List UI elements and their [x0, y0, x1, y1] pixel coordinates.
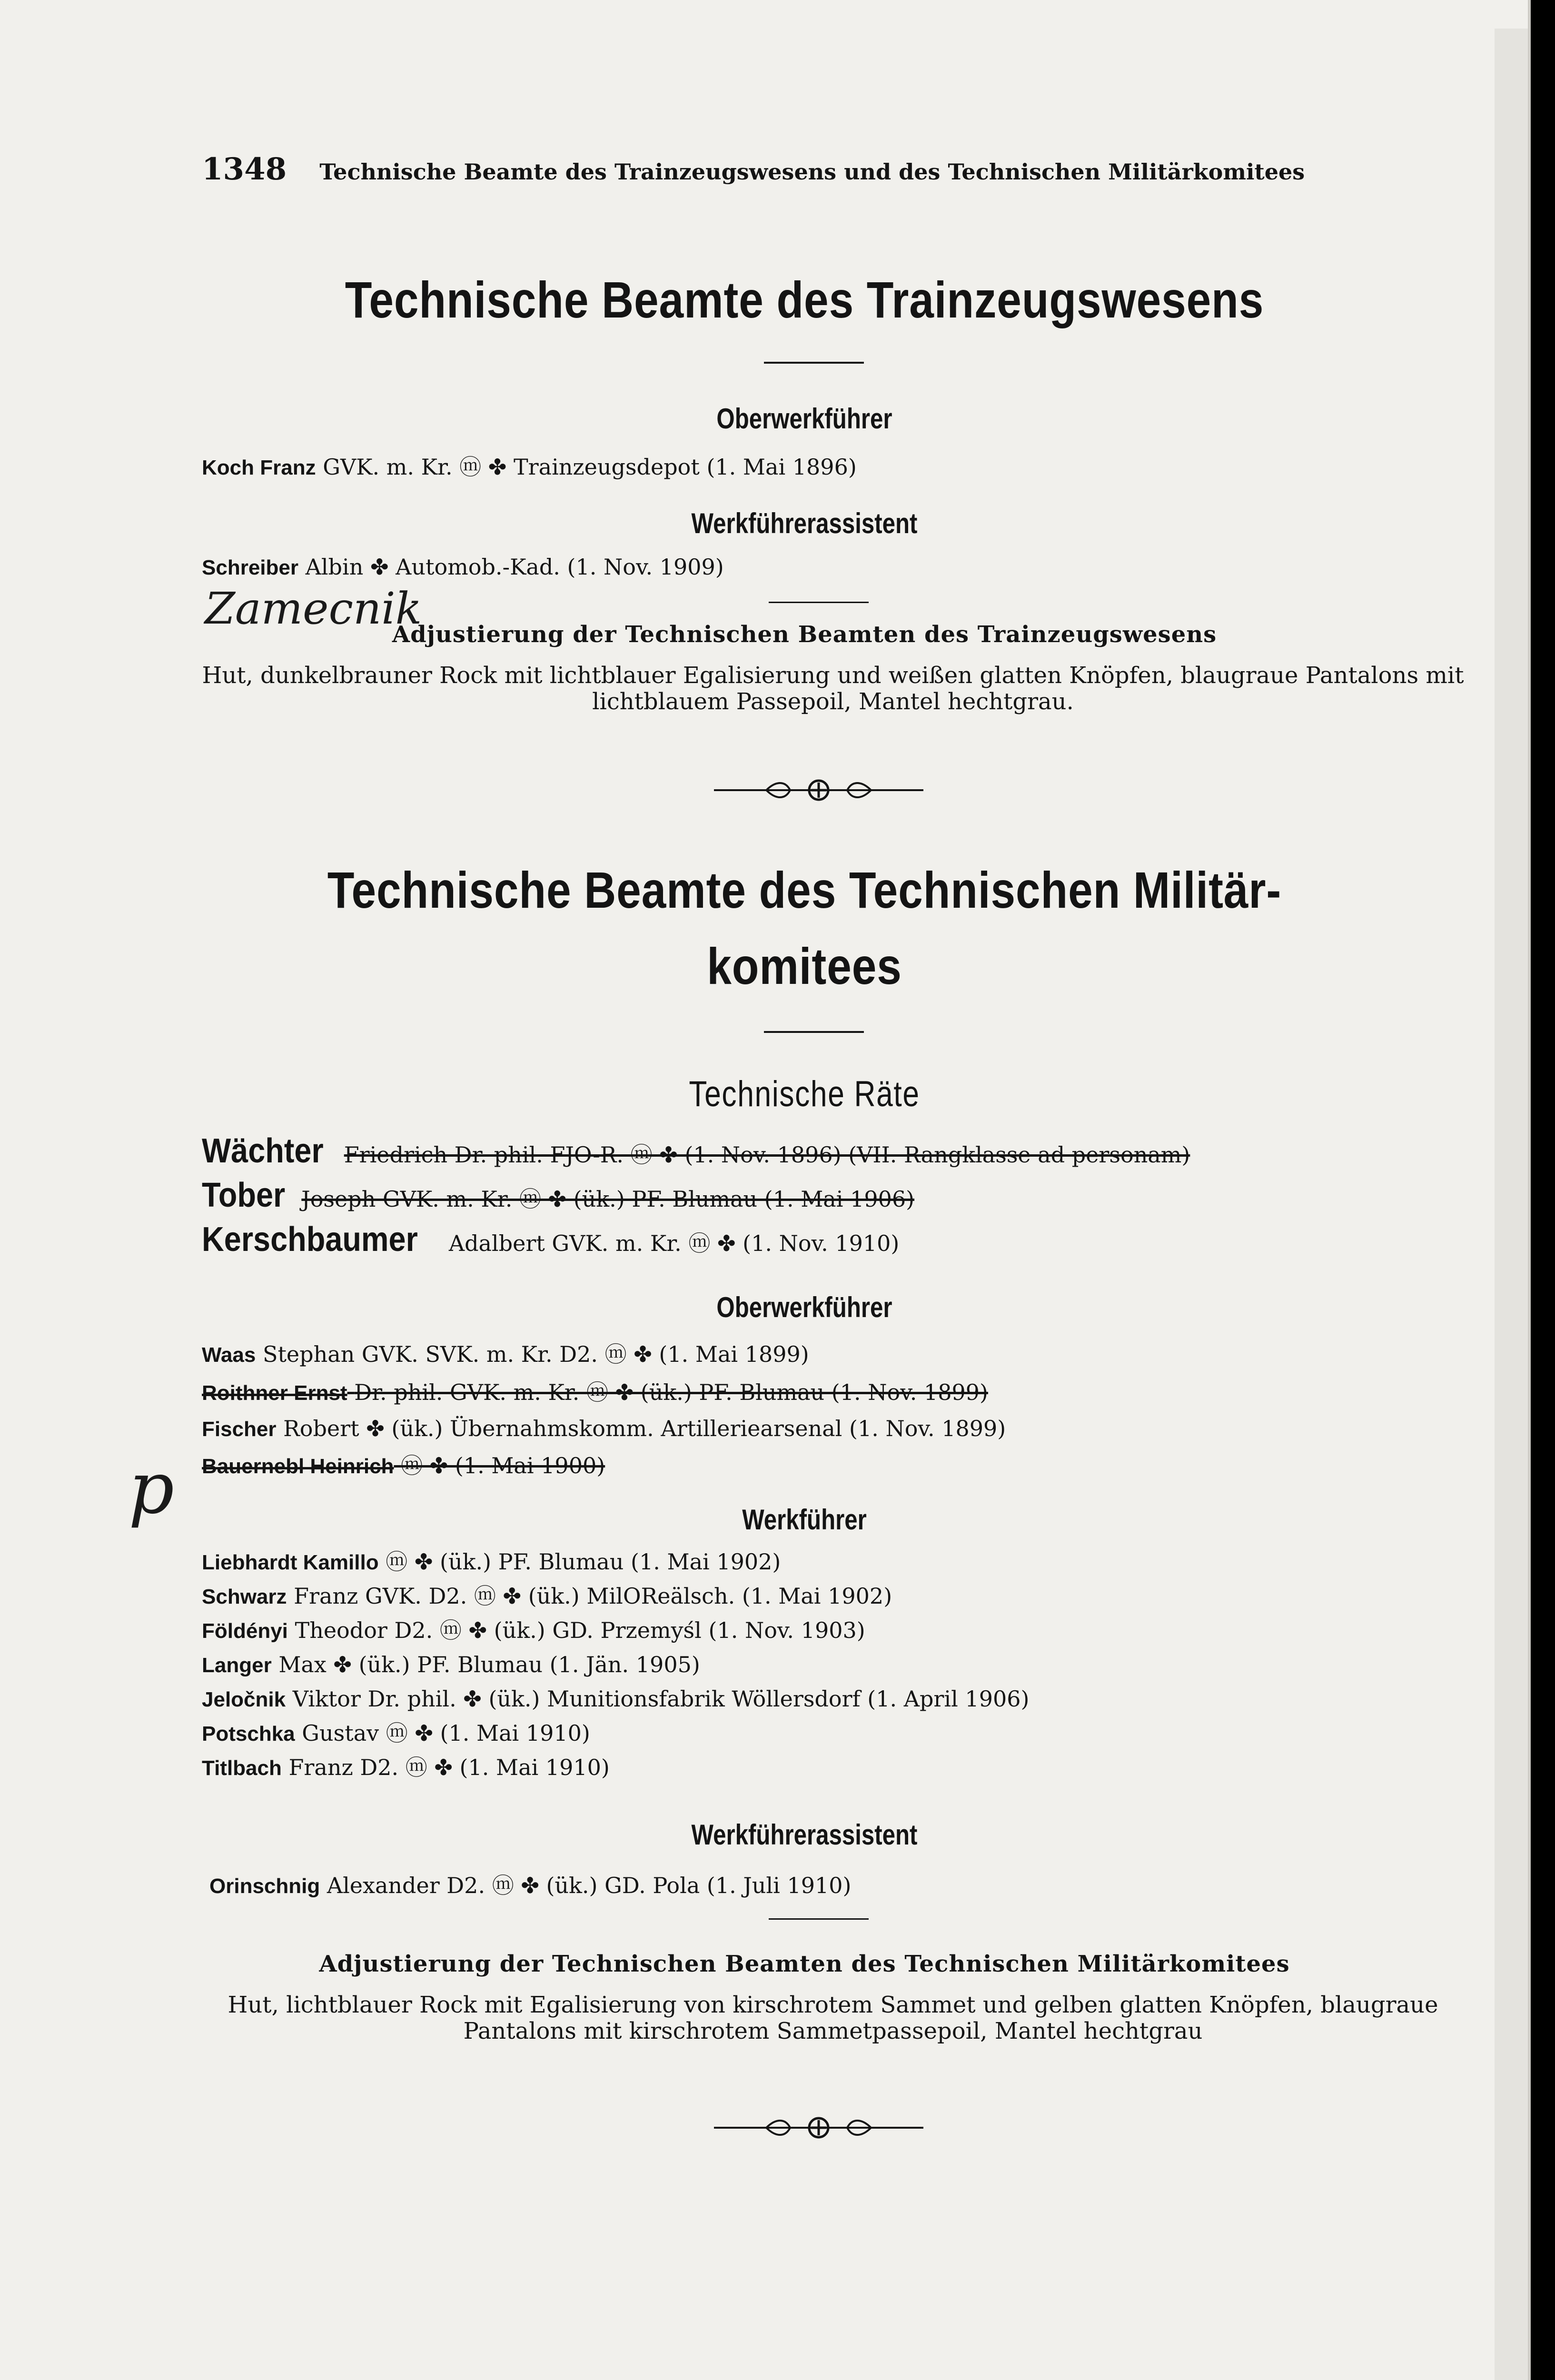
divider-rule [769, 1918, 869, 1920]
list-item [202, 1654, 700, 1676]
list-item [202, 1178, 914, 1212]
entry-name: Fischer [202, 1418, 277, 1441]
list-item [202, 1381, 988, 1404]
entry-details: Gustav ⓜ ✤ (1. Mai 1910) [302, 1720, 590, 1746]
title-rule [764, 1031, 864, 1033]
werkfuehrer-heading: Werkführer [742, 1504, 867, 1536]
section1-assistent-heading: Werkführerassistent [691, 507, 918, 539]
list-item [202, 1418, 1006, 1440]
entry-name: Potschka [202, 1722, 295, 1745]
entry-details: Albin ✤ Automob.-Kad. (1. Nov. 1909) [305, 554, 724, 580]
running-head [202, 151, 1344, 187]
entry-details: ⓜ ✤ (ük.) PF. Blumau (1. Mai 1902) [386, 1549, 781, 1575]
list-item [209, 1874, 851, 1897]
entry-details: GVK. m. Kr. ⓜ ✤ Trainzeugsdepot (1. Mai 1896) [323, 454, 857, 480]
section2-title-line2: komitees [707, 937, 902, 995]
list-item [202, 1585, 892, 1607]
entry-name: Liebhardt Kamillo [202, 1551, 379, 1574]
entry-details: Joseph GVK. m. Kr. ⓜ ✤ (ük.) PF. Blumau (1. Mai 1906) [301, 1186, 915, 1212]
entry-name: Waas [202, 1343, 256, 1367]
running-title: Technische Beamte des Trainzeugswesens und des Technischen Militärkomitees [319, 159, 1305, 185]
entry-name: Langer [202, 1654, 272, 1677]
entry-details: Friedrich Dr. phil. FJO-R. ⓜ ✤ (1. Nov. 1896) (VII. Rangklasse ad personam) [344, 1142, 1190, 1168]
entry-name: Tober [202, 1176, 286, 1214]
entry-details: Robert ✤ (ük.) Übernahmskomm. Artilleriearsenal (1. Nov. 1899) [283, 1416, 1006, 1441]
entry-details: Stephan GVK. SVK. m. Kr. D2. ⓜ ✤ (1. Mai 1899) [262, 1341, 809, 1367]
list-item [202, 1756, 610, 1779]
page-edge [1495, 29, 1528, 2380]
section1-oberwerkfuehrer-heading: Oberwerkführer [716, 403, 892, 435]
title-rule [764, 362, 864, 364]
handwritten-annotation: Zamecnik [205, 583, 422, 634]
section1-adjustierung-title: Adjustierung der Technischen Beamten des Trainzeugswesens [392, 621, 1217, 648]
handwritten-mark: p [129, 1447, 175, 1530]
entry-name: Schwarz [202, 1585, 287, 1608]
list-item [202, 1455, 605, 1477]
section2-title-line1: Technische Beamte des Technischen Militär- [327, 861, 1282, 919]
list-item [202, 456, 857, 478]
ornament-divider [714, 2113, 923, 2142]
entry-name: Schreiber [202, 556, 298, 579]
entry-details: Alexander D2. ⓜ ✤ (ük.) GD. Pola (1. Juli 1910) [327, 1873, 852, 1898]
list-item [202, 1688, 1029, 1710]
entry-details: Theodor D2. ⓜ ✤ (ük.) GD. Przemyśl (1. Nov. 1903) [295, 1617, 865, 1643]
entry-name: Földényi [202, 1619, 288, 1643]
entry-details: Franz GVK. D2. ⓜ ✤ (ük.) MilOReälsch. (1. Mai 1902) [294, 1583, 892, 1609]
list-item [202, 1343, 809, 1366]
list-item [202, 1222, 899, 1257]
ornament-divider [714, 776, 923, 804]
list-item [202, 1551, 781, 1573]
entry-details: ⓜ ✤ (1. Mai 1900) [401, 1453, 605, 1478]
section2-adjustierung-text: Hut, lichtblauer Rock mit Egalisierung von kirschrotem Sammet und gelben glatten Knöpfen, blaugraue Pantalons mit kirschrotem Sammetpassepoil, Mantel hechtgrau [228, 1992, 1438, 2045]
entry-details: Max ✤ (ük.) PF. Blumau (1. Jän. 1905) [278, 1652, 700, 1677]
entry-name: Wächter [202, 1132, 324, 1170]
section1-adjustierung-text: Hut, dunkelbrauner Rock mit lichtblauer Egalisierung und weißen glatten Knöpfen, blaugraue Pantalons mit lichtblauem Passepoil, Mantel hechtgrau. [202, 662, 1464, 715]
list-item [202, 1722, 590, 1745]
section2-assistent-heading: Werkführerassistent [691, 1819, 918, 1851]
entry-name: Orinschnig [209, 1874, 320, 1898]
entry-details: Viktor Dr. phil. ✤ (ük.) Munitionsfabrik Wöllersdorf (1. April 1906) [292, 1686, 1030, 1712]
list-item [202, 556, 724, 578]
entry-name: Bauernebl Heinrich [202, 1455, 394, 1478]
list-item [202, 1134, 1190, 1168]
entry-details: Dr. phil. GVK. m. Kr. ⓜ ✤ (ük.) PF. Blumau (1. Nov. 1899) [354, 1379, 988, 1405]
entry-name: Koch Franz [202, 456, 316, 479]
entry-name: Roithner Ernst [202, 1381, 347, 1405]
section1-title: Technische Beamte des Trainzeugswesens [345, 271, 1264, 328]
entry-details: Adalbert GVK. m. Kr. ⓜ ✤ (1. Nov. 1910) [448, 1230, 900, 1256]
divider-rule [769, 602, 869, 603]
entry-details: Franz D2. ⓜ ✤ (1. Mai 1910) [288, 1755, 610, 1780]
raete-heading: Technische Räte [689, 1074, 920, 1114]
entry-name: Jeločnik [202, 1688, 286, 1711]
page-number: 1348 [202, 151, 287, 187]
section2-adjustierung-title: Adjustierung der Technischen Beamten des Technischen Militärkomitees [319, 1951, 1290, 1977]
entry-name: Titlbach [202, 1756, 282, 1780]
list-item [202, 1619, 865, 1642]
entry-name: Kerschbaumer [202, 1220, 418, 1259]
section2-oberwerkfuehrer-heading: Oberwerkführer [716, 1291, 892, 1323]
